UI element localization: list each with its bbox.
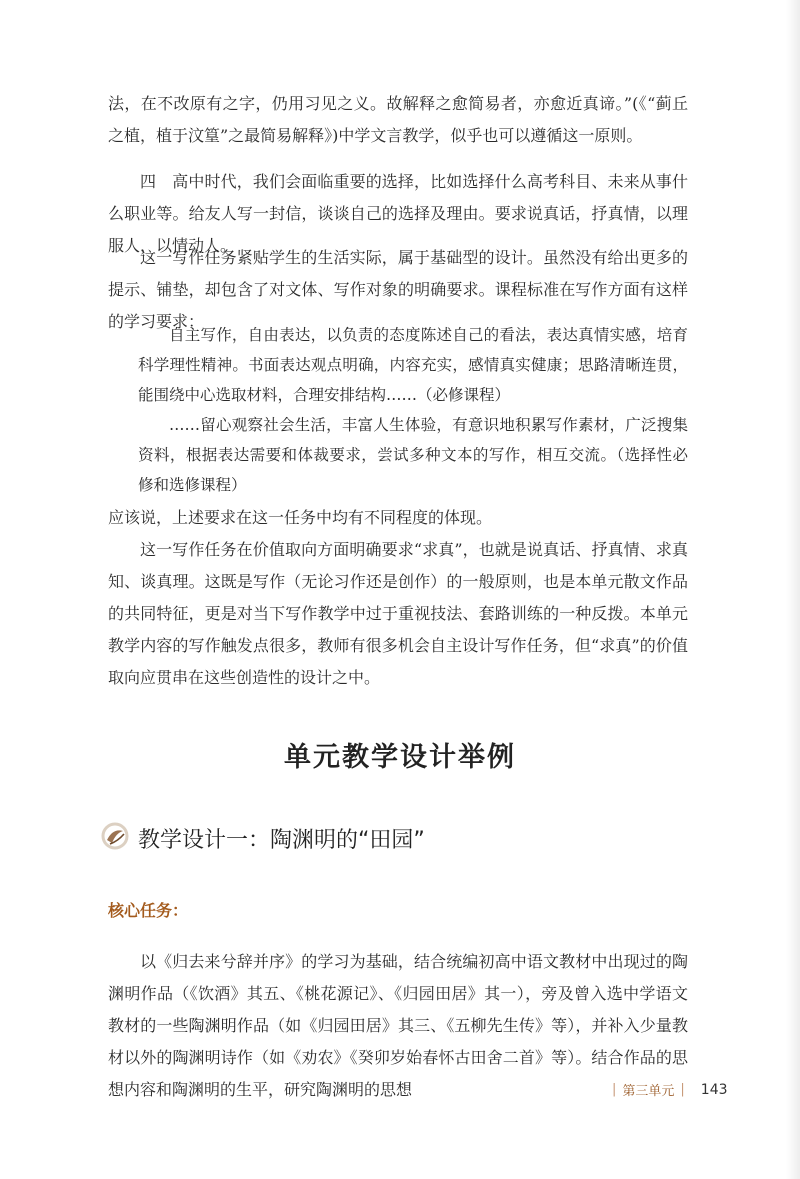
section-title: 单元教学设计举例 bbox=[284, 742, 516, 773]
footer-unit-label: 第三单元 bbox=[622, 1084, 675, 1099]
brush-swirl-icon bbox=[100, 821, 130, 855]
footer-divider-right: | bbox=[680, 1082, 685, 1097]
page-edge-shadow bbox=[786, 0, 800, 1179]
quote-required-course: 自主写作，自由表达，以负责的态度陈述自己的看法，表达真情实感，培育科学理性精神。书面表达观点明确，内容充实，感情真实健康；思路清晰连贯，能围绕中心选取材料，合理安排结构……（必修课程） bbox=[138, 326, 688, 404]
paragraph-summary: 应该说，上述要求在这一任务中均有不同程度的体现。 bbox=[108, 508, 493, 527]
paragraph-task-four: 四 高中时代，我们会面临重要的选择，比如选择什么高考科目、未来从事什么职业等。给友人写一封信，谈谈自己的选择及理由。要求说真话，抒真情，以理服人，以情动人。 bbox=[108, 172, 688, 255]
design-title bbox=[100, 818, 425, 858]
paragraph-continuation: 法，在不改原有之字，仍用习见之义。故解释之愈简易者，亦愈近真谛。”(《“蓟丘之植，植于汶篁”之最简易解释》)中学文言教学，似乎也可以遵循这一原则。 bbox=[108, 94, 688, 145]
footer-divider-left: | bbox=[612, 1082, 617, 1097]
paragraph-value-orientation: 这一写作任务在价值取向方面明确要求“求真”，也就是说真话、抒真情、求真知、谈真理。这既是写作（无论习作还是创作）的一般原则，也是本单元散文作品的共同特征，更是对当下写作教学中过于重视技法、套路训练的一种反拨。本单元教学内容的写作触发点很多，教师有很多机会自主设计写作任务，但“求真”的价值取向应贯串在这些创造性的设计之中。 bbox=[108, 540, 688, 687]
core-task-label: 核心任务： bbox=[108, 901, 189, 920]
page-number: 143 bbox=[700, 1081, 728, 1098]
paragraph-analysis: 这一写作任务紧贴学生的生活实际，属于基础型的设计。虽然没有给出更多的提示、铺垫，却包含了对文体、写作对象的明确要求。课程标准在写作方面有这样的学习要求： bbox=[108, 248, 688, 331]
design-title-text: 教学设计一：陶渊明的“田园” bbox=[138, 827, 425, 853]
paragraph-core-task: 以《归去来兮辞并序》的学习为基础，结合统编初高中语文教材中出现过的陶渊明作品（《饮酒》其五、《桃花源记》、《归园田居》其一），旁及曾入选中学语文教材的一些陶渊明作品（如《归园田居》其三、《五柳先生传》等），并补入少量教材以外的陶渊明诗作（如《劝农》《癸卯岁始春怀古田舍二首》等）。结合作品的思想内容和陶渊明的生平，研究陶渊明的思想 bbox=[108, 952, 688, 1099]
quote-elective-course: ……留心观察社会生活，丰富人生体验，有意识地积累写作素材，广泛搜集资料，根据表达需要和体裁要求，尝试多种文本的写作，相互交流。（选择性必修和选修课程） bbox=[138, 416, 688, 494]
page-footer bbox=[612, 1080, 728, 1099]
